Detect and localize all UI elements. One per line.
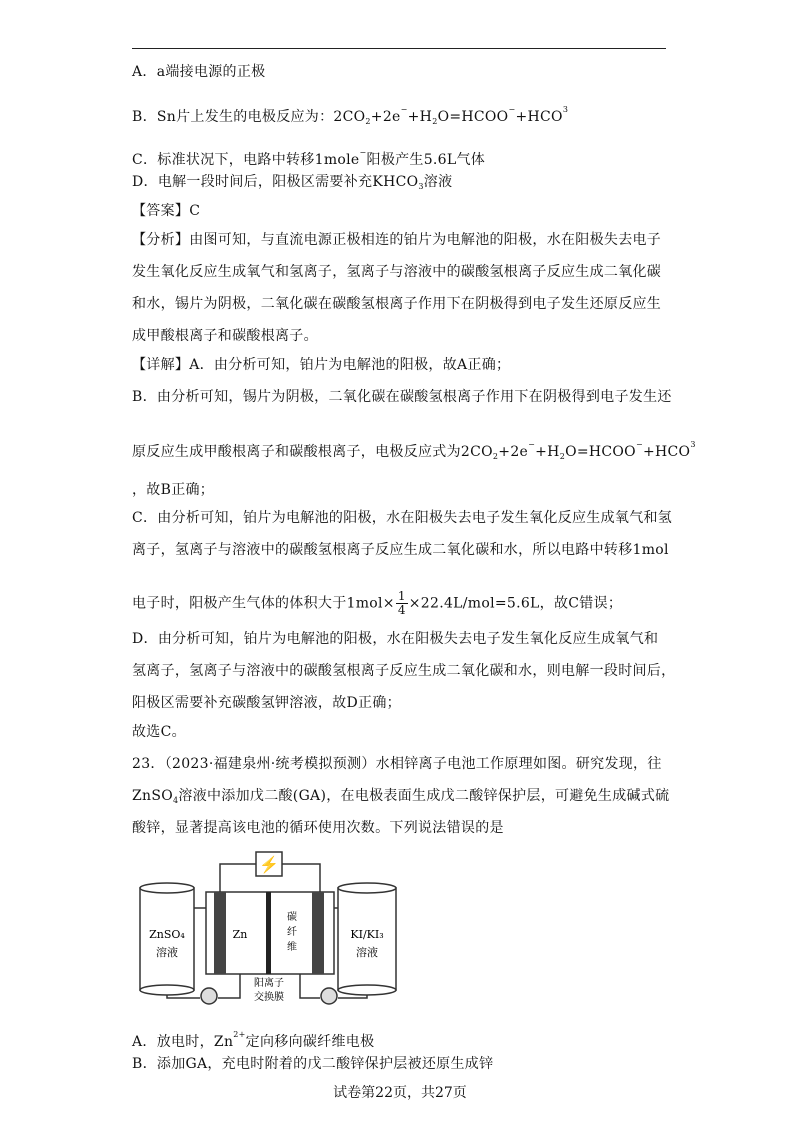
- option-a: A．a端接电源的正极: [132, 64, 266, 80]
- detail-line-5: C．由分析可知，铂片为电解池的阳极，水在阳极失去电子发生氧化反应生成氧气和氢: [132, 510, 673, 526]
- question-23-line-2: ZnSO$_4$溶液中添加戊二酸(GA)，在电极表面生成戊二酸锌保护层，可避免生成碱式硫: [132, 788, 670, 805]
- zn-electrode: [214, 892, 226, 974]
- analysis-line-4: 成甲酸根离子和碳酸根离子。: [132, 328, 318, 344]
- detail-line-4: ，故B正确；: [132, 482, 215, 498]
- right-pump-icon: [321, 988, 337, 1004]
- detail-line-3: 原反应生成甲酸根离子和碳酸根离子，电极反应式为$2CO_2+2e^-+H_2O=HCOO^-+HCO^3$: [132, 440, 696, 461]
- option-b: B．Sn片上发生的电极反应为：$2CO_2+2e^-+H_2O=HCOO^-+HCO^3$: [132, 105, 569, 126]
- option-d: D．电解一段时间后，阳极区需要补充$KHCO_3$溶液: [132, 174, 453, 191]
- analysis-line-3: 和水，锡片为阴极，二氧化碳在碳酸氢根离子作用下在阴极得到电子发生还原反应生: [132, 296, 662, 312]
- option-23-a: A．放电时，$Zn^{2+}$定向移向碳纤维电极: [132, 1030, 375, 1050]
- zn-label: Zn: [232, 928, 248, 941]
- detail-line-7: 电子时，阳极产生气体的体积大于1mol× $\frac{1}{4}$ ×22.4L/mol=5.6L，故C错误；: [132, 589, 623, 617]
- cation-exchange-membrane: [266, 892, 271, 974]
- analysis-line-1: 【分析】由图可知，与直流电源正极相连的铂片为电解池的阳极，水在阳极失去电子: [132, 232, 662, 248]
- carbon-label-3: 维: [287, 942, 297, 953]
- battery-diagram: [130, 848, 412, 1008]
- right-tank-label-2: 溶液: [356, 946, 378, 959]
- detail-line-2: B．由分析可知，锡片为阴极，二氧化碳在碳酸氢根离子作用下在阴极得到电子发生还: [132, 389, 672, 405]
- question-23-line-1: 23．（2023·福建泉州·统考模拟预测）水相锌离子电池工作原理如图。研究发现，往: [132, 756, 662, 772]
- choose-line: 故选C。: [132, 724, 186, 740]
- detail-line-1: 【详解】A．由分析可知，铂片为电解池的阳极，故A正确；: [132, 357, 511, 373]
- header-rule: [132, 48, 666, 49]
- detail-line-6: 离子，氢离子与溶液中的碳酸氢根离子反应生成二氧化碳和水，所以电路中转移1mol: [132, 542, 669, 558]
- left-tank-label-2: 溶液: [156, 946, 178, 959]
- answer: 【答案】C: [132, 203, 201, 219]
- detail-line-8: D．由分析可知，铂片为电解池的阳极，水在阳极失去电子发生氧化反应生成氧气和: [132, 631, 659, 647]
- right-tank-label: KI/KI₃: [350, 928, 384, 941]
- carbon-label-1: 碳: [287, 912, 297, 923]
- option-23-b: B．添加GA，充电时附着的戊二酸锌保护层被还原生成锌: [132, 1056, 494, 1072]
- detail-line-10: 阳极区需要补充碳酸氢钾溶液，故D正确；: [132, 695, 401, 711]
- left-pump-icon: [201, 988, 217, 1004]
- power-symbol-icon: ⚡: [259, 855, 279, 874]
- carbon-fiber-electrode: [312, 892, 324, 974]
- page-footer: 试卷第22页，共27页: [333, 1085, 467, 1101]
- detail-line-9: 氢离子，氢离子与溶液中的碳酸氢根离子反应生成二氧化碳和水，则电解一段时间后，: [132, 663, 676, 679]
- left-tank-label: ZnSO₄: [149, 928, 185, 941]
- option-c: C．标准状况下，电路中转移1mole−阳极产生5.6L气体: [132, 148, 486, 168]
- analysis-line-2: 发生氧化反应生成氧气和氢离子，氢离子与溶液中的碳酸氢根离子反应生成二氧化碳: [132, 264, 662, 280]
- membrane-label-2: 交换膜: [254, 992, 284, 1003]
- fraction: $\frac{1}{4}$: [397, 589, 406, 617]
- carbon-label-2: 纤: [287, 927, 297, 938]
- question-23-line-3: 酸锌，显著提高该电池的循环使用次数。下列说法错误的是: [132, 820, 504, 836]
- membrane-label-1: 阳离子: [254, 978, 284, 989]
